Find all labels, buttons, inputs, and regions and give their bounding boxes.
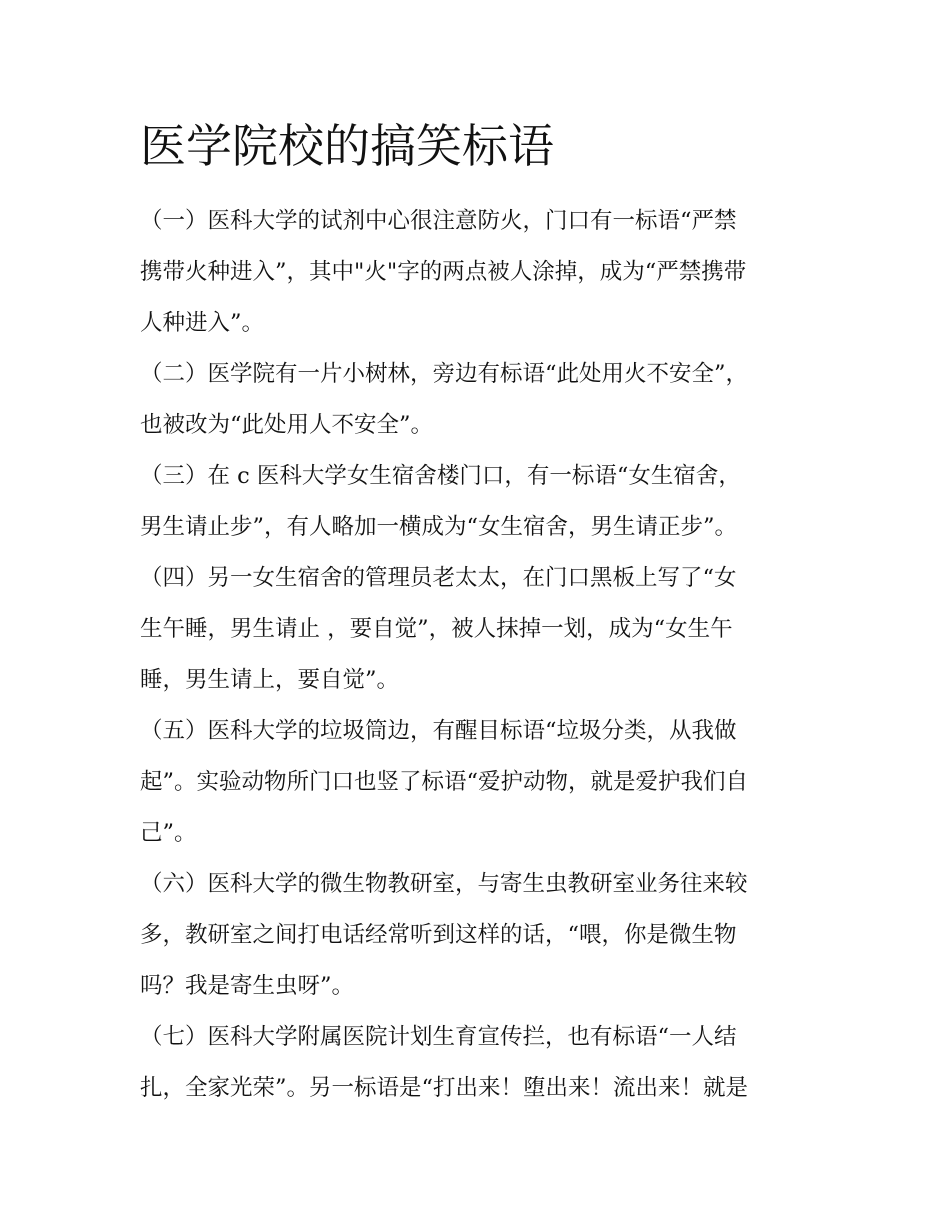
text-line: （一）医科大学的试剂中心很注意防火，门口有一标语“严禁 [140, 208, 737, 234]
text-line: （四）另一女生宿舍的管理员老太太，在门口黑板上写了“女 [140, 565, 737, 591]
text-line: 生午睡，男生请止 ，要自觉”，被人抹掉一划，成为“女生午 [140, 616, 733, 642]
paragraph-3 [140, 451, 815, 553]
text-line: 男生请止步”，有人略加一横成为“女生宿舍，男生请正步”。 [140, 514, 738, 540]
text-line: 睡，男生请上，要自觉”。 [140, 667, 400, 693]
text-line: 起”。实验动物所门口也竖了标语“爱护动物，就是爱护我们自 [140, 769, 749, 795]
text-line: （七）医科大学附属医院计划生育宣传拦，也有标语“一人结 [140, 1024, 737, 1050]
text-line: 多，教研室之间打电话经常听到这样的话，“喂，你是微生物 [140, 922, 737, 948]
text-line: 人种进入”。 [140, 310, 265, 336]
paragraph-6 [140, 859, 815, 1012]
text-line: （三）在 c 医科大学女生宿舍楼门口，有一标语“女生宿舍， [140, 463, 741, 489]
text-line: 吗？我是寄生虫呀”。 [140, 973, 355, 999]
text-line: （二）医学院有一片小树林，旁边有标语“此处用火不安全”， [140, 361, 749, 387]
document-body [140, 196, 815, 1114]
paragraph-1 [140, 196, 815, 349]
text-line: 扎，全家光荣”。另一标语是“打出来！堕出来！流出来！就是 [140, 1075, 749, 1101]
paragraph-5 [140, 706, 815, 859]
text-line: （五）医科大学的垃圾筒边，有醒目标语“垃圾分类，从我做 [140, 718, 737, 744]
paragraph-2 [140, 349, 815, 451]
paragraph-4 [140, 553, 815, 706]
paragraph-7 [140, 1012, 815, 1114]
text-line: 携带火种进入”，其中"火"字的两点被人涂掉，成为“严禁携带 [140, 259, 747, 285]
text-line: 己”。 [140, 820, 197, 846]
text-line: 也被改为“此处用人不安全”。 [140, 412, 434, 438]
document-title: 医学院校的搞笑标语 [140, 119, 554, 173]
text-line: （六）医科大学的微生物教研室，与寄生虫教研室业务往来较 [140, 871, 748, 897]
